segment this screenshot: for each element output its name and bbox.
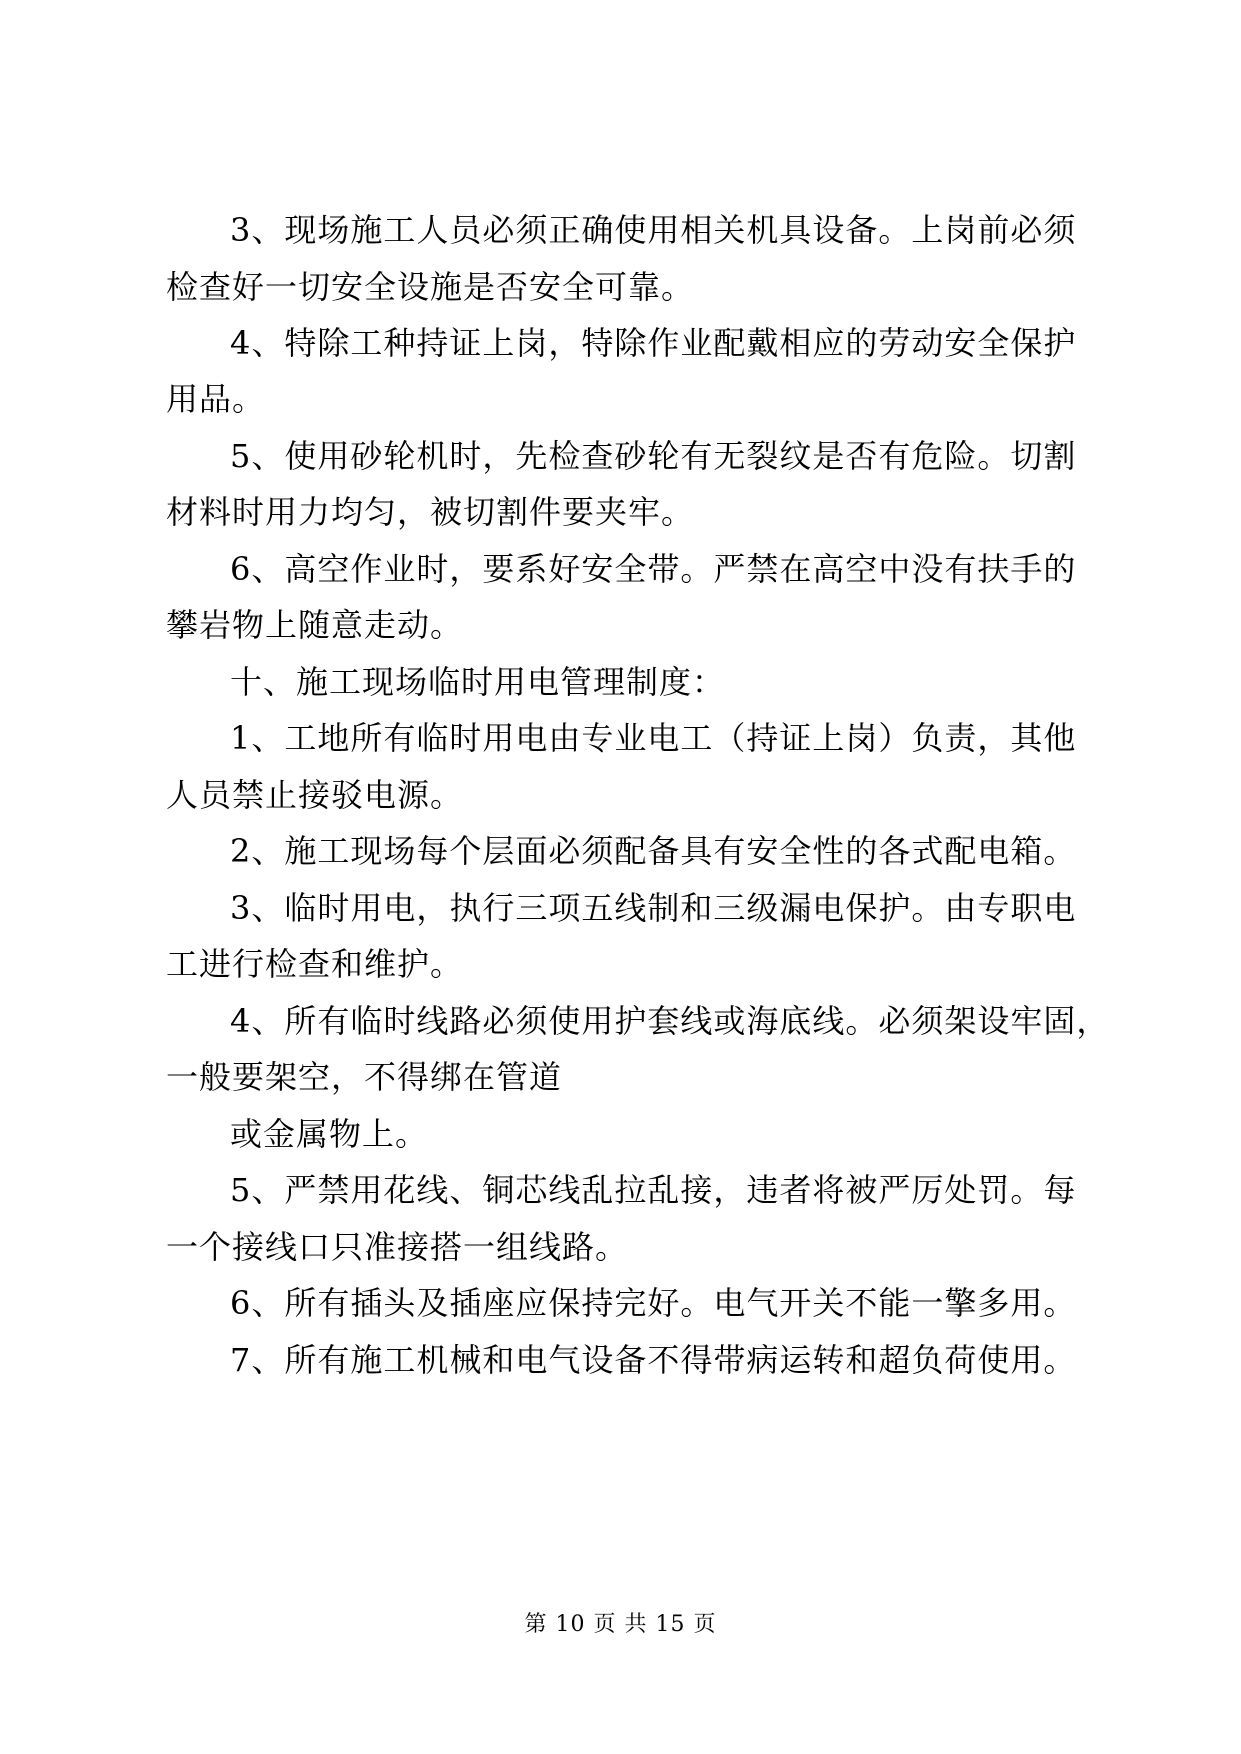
paragraph-line: 工进行检查和维护。	[166, 945, 464, 983]
paragraph-line: 检查好一切安全设施是否安全可靠。	[166, 268, 695, 306]
paragraph-line: 3、临时用电，执行三项五线制和三级漏电保护。由专职电	[230, 889, 1077, 927]
paragraph-line: 攀岩物上随意走动。	[166, 606, 464, 644]
paragraph-line: 3、现场施工人员必须正确使用相关机具设备。上岗前必须	[230, 211, 1077, 249]
paragraph-line: 4、所有临时线路必须使用护套线或海底线。必须架设牢固，	[230, 1002, 1110, 1040]
page-footer: 第 10 页 共 15 页	[524, 1612, 717, 1637]
paragraph-line: 6、高空作业时，要系好安全带。严禁在高空中没有扶手的	[230, 550, 1077, 588]
paragraph-line: 一个接线口只准接搭一组线路。	[166, 1228, 629, 1266]
paragraph-line: 材料时用力均匀，被切割件要夹牢。	[166, 493, 695, 531]
paragraph-line: 5、使用砂轮机时，先检查砂轮有无裂纹是否有危险。切割	[230, 437, 1077, 475]
paragraph-line: 一般要架空，不得绑在管道	[166, 1058, 563, 1096]
paragraph-line: 7、所有施工机械和电气设备不得带病运转和超负荷使用。	[230, 1341, 1077, 1379]
paragraph-line: 6、所有插头及插座应保持完好。电气开关不能一擎多用。	[230, 1284, 1077, 1322]
paragraph-line: 用品。	[166, 380, 266, 418]
paragraph-line: 5、严禁用花线、铜芯线乱拉乱接，违者将被严厉处罚。每	[230, 1171, 1077, 1209]
paragraph-line: 人员禁止接驳电源。	[166, 776, 464, 814]
section-heading: 十、施工现场临时用电管理制度：	[230, 663, 726, 701]
paragraph-line: 4、特除工种持证上岗，特除作业配戴相应的劳动安全保护	[230, 324, 1077, 362]
paragraph-line: 2、施工现场每个层面必须配备具有安全性的各式配电箱。	[230, 832, 1077, 870]
paragraph-line: 或金属物上。	[230, 1115, 429, 1153]
paragraph-line: 1、工地所有临时用电由专业电工（持证上岗）负责，其他	[230, 719, 1077, 757]
